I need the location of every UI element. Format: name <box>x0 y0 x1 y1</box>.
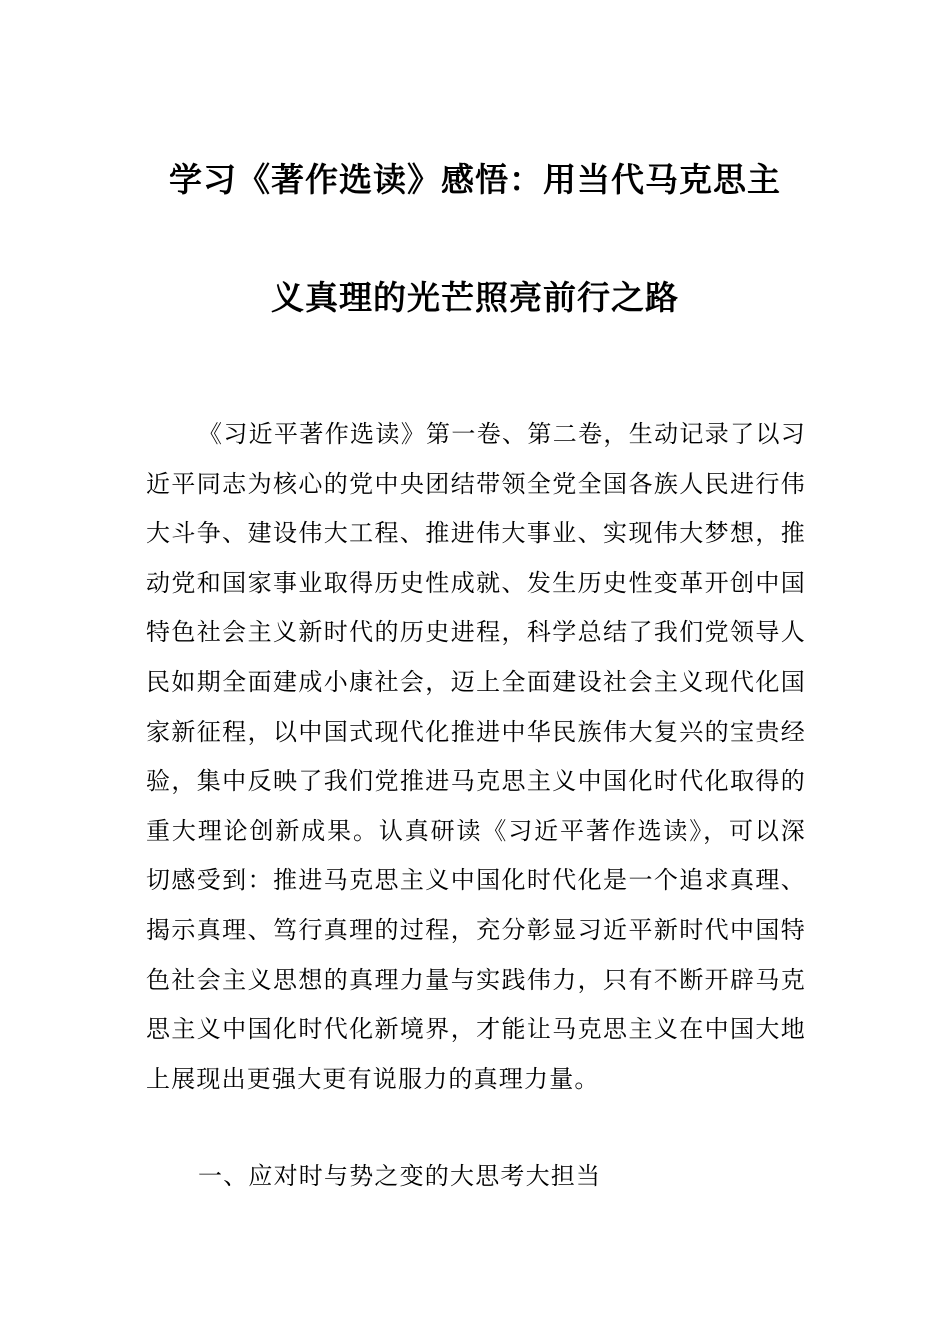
section-heading: 一、应对时与势之变的大思考大担当 <box>198 1162 602 1190</box>
document-title-line-2: 义真理的光芒照亮前行之路 <box>271 278 679 317</box>
document-title-line-1: 学习《著作选读》感悟：用当代马克思主 <box>169 160 781 199</box>
body-paragraph: 《习近平著作选读》第一卷、第二卷，生动记录了以习近平同志为核心的党中央团结带领全党全国各族人民进行伟大斗争、建设伟大工程、推进伟大事业、实现伟大梦想，推动党和国家事业取得历史性成就、发生历史性变革开创中国特色社会主义新时代的历史进程，科学总结了我们党领导人民如期全面建成小康社会，迈上全面建设社会主义现代化国家新征程，以中国式现代化推进中华民族伟大复兴的宝贵经验，集中反映了我们党推进马克思主义中国化时代化取得的重大理论创新成果。认真研读《习近平著作选读》，可以深切感受到：推进马克思主义中国化时代化是一个追求真理、揭示真理、笃行真理的过程，充分彰显习近平新时代中国特色社会主义思想的真理力量与实践伟力，只有不断开辟马克思主义中国化时代化新境界，才能让马克思主义在中国大地上展现出更强大更有说服力的真理力量。 <box>146 420 806 1093</box>
